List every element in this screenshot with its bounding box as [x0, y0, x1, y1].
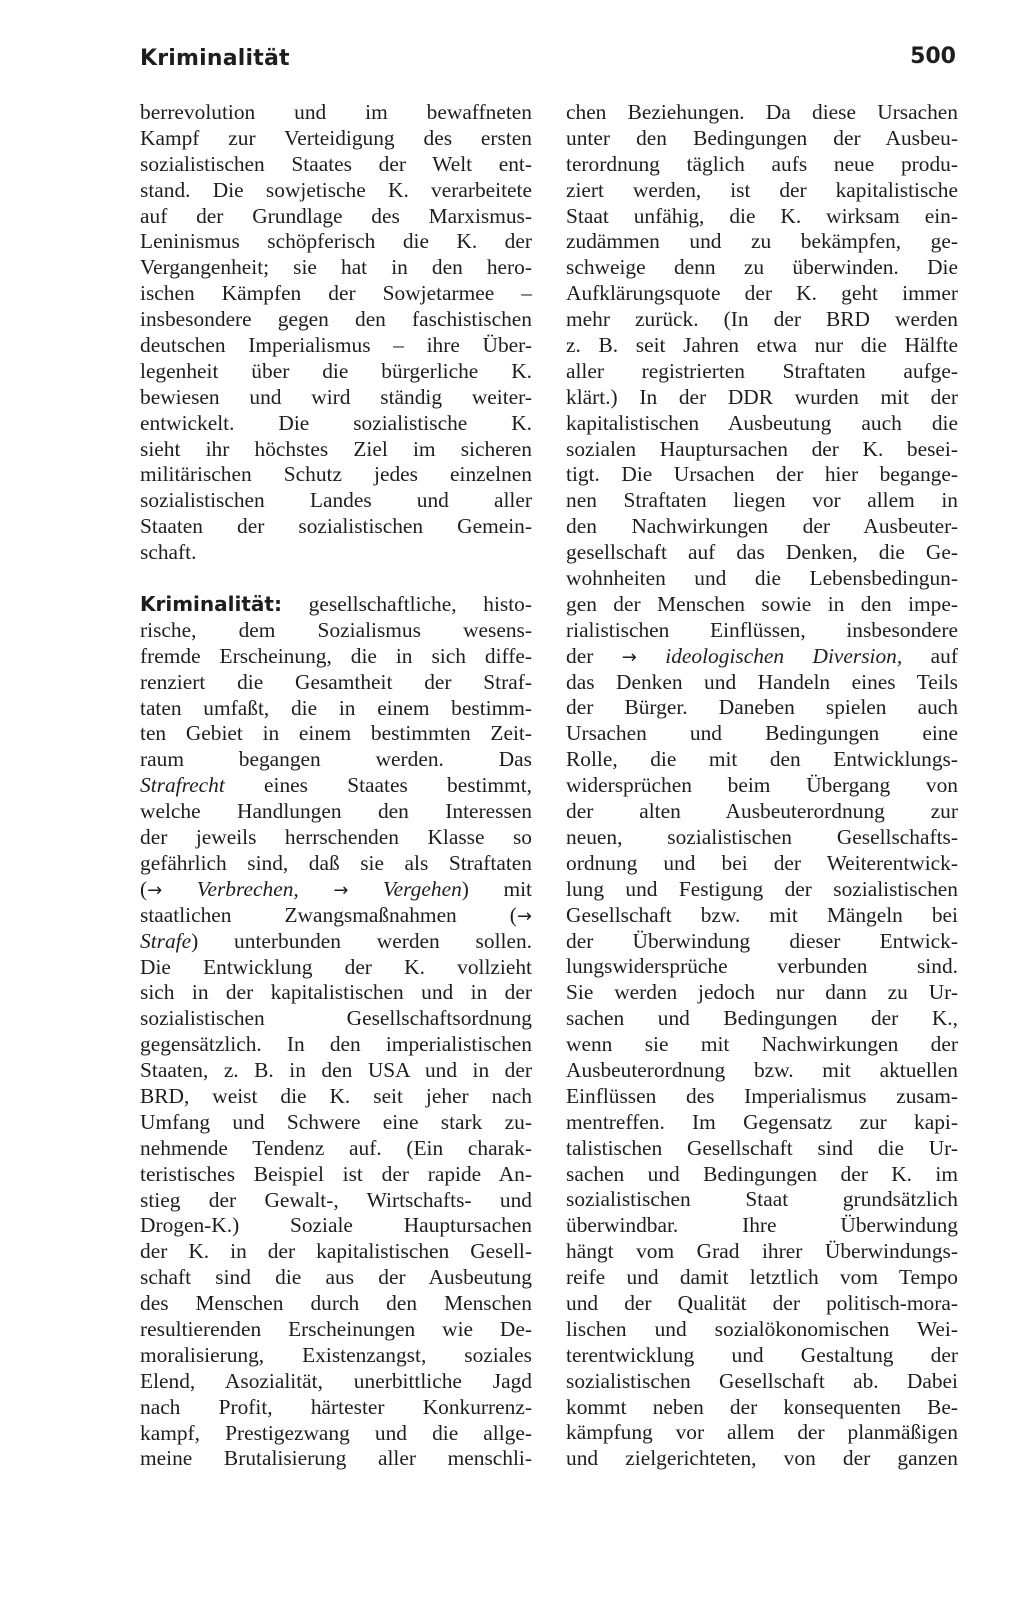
entry-first-line: Kriminalität: gesellschaftliche, histo- — [140, 592, 532, 617]
text-line: moralisierung, Existenzangst, soziales — [140, 1342, 532, 1367]
text-line: der Bürger. Daneben spielen auch — [566, 695, 958, 720]
text-line: Aufklärungsquote der K. geht immer — [566, 281, 958, 306]
running-head: Kriminalität — [140, 46, 290, 71]
cross-reference-verbrechen[interactable]: Verbrechen, — [196, 876, 299, 901]
text-line: Umfang und Schwere eine stark zu- — [140, 1109, 532, 1134]
text-line: mentreffen. Im Gegensatz zur kapi- — [566, 1109, 958, 1134]
text-line: welche Handlungen den Interessen — [140, 799, 532, 824]
text-line: sieht ihr höchstes Ziel im sicheren — [140, 436, 532, 461]
text-line: gen der Menschen sowie in den impe- — [566, 591, 958, 616]
text-line: lungswidersprüche verbunden sind. — [566, 954, 958, 979]
text-line: der jeweils herrschenden Klasse so — [140, 825, 532, 850]
text-line: auf der Grundlage des Marxismus- — [140, 203, 532, 228]
text-line: neuen, sozialistischen Gesellschafts- — [566, 824, 958, 849]
text-line: chen Beziehungen. Da diese Ursachen — [566, 100, 958, 124]
left-column — [140, 100, 532, 1472]
text-line: kampf, Prestigezwang und die allge- — [140, 1420, 532, 1445]
text-line: renziert die Gesamtheit der Straf- — [140, 669, 532, 694]
text-line: Ursachen und Bedingungen eine — [566, 721, 958, 746]
text-line: des Menschen durch den Menschen — [140, 1291, 532, 1316]
text-line: z. B. seit Jahren etwa nur die Hälfte — [566, 333, 958, 358]
text-line: schweige denn zu überwinden. Die — [566, 255, 958, 280]
text-line: überwindbar. Ihre Überwindung — [566, 1213, 958, 1238]
text-line: deutschen Imperialismus – ihre Über- — [140, 333, 532, 358]
text-line: Staaten, z. B. in den USA und in der — [140, 1058, 532, 1083]
text-line: Ausbeuterordnung bzw. mit aktuellen — [566, 1057, 958, 1082]
text-line: der Überwindung dieser Entwick- — [566, 928, 958, 953]
text-line: schaft. — [140, 540, 197, 565]
entry-headword: Kriminalität: — [140, 592, 282, 617]
text-line: ordnung und bei der Weiterentwick- — [566, 850, 958, 875]
text-line: insbesondere gegen den faschistischen — [140, 307, 532, 332]
text-line: sachen und Bedingungen der K. im — [566, 1161, 958, 1186]
paragraph-continuation — [566, 100, 958, 1472]
text-line: terordnung täglich aufs neue produ- — [566, 151, 958, 176]
text-line: der → ideologischen Diversion, auf — [566, 643, 958, 668]
paragraph-continuation — [140, 100, 532, 566]
text-line: tigt. Die Ursachen der hier begange- — [566, 462, 958, 487]
text-line: kämpfung vor allem der planmäßigen — [566, 1420, 958, 1445]
text-line: bewiesen und wird ständig weiter- — [140, 384, 532, 409]
text-line: fremde Erscheinung, die in sich diffe- — [140, 643, 532, 668]
text-line: wohnheiten und die Lebensbedingun- — [566, 566, 958, 591]
cross-reference-strafrecht[interactable]: Strafrecht — [140, 773, 225, 798]
text-line: Drogen-K.) Soziale Hauptursachen — [140, 1213, 532, 1238]
text-line: unter den Bedingungen der Ausbeu- — [566, 125, 958, 150]
text-line: teristisches Beispiel ist der rapide An- — [140, 1161, 532, 1186]
text-line: sozialen Hauptursachen der K. besei- — [566, 436, 958, 461]
text-line: meine Brutalisierung aller menschli- — [140, 1446, 532, 1471]
text-line: und zielgerichteten, von der ganzen — [566, 1446, 958, 1471]
text-line: der K. in der kapitalistischen Gesell- — [140, 1239, 532, 1264]
cross-reference-strafe[interactable]: Strafe — [140, 928, 192, 953]
text-line: sozialistischen Landes und aller — [140, 488, 532, 513]
text-line: nach Profit, härtester Konkurrenz- — [140, 1394, 532, 1419]
text-line: gesellschaft auf das Denken, die Ge- — [566, 540, 958, 565]
text-line: kapitalistischen Ausbeutung auch die — [566, 410, 958, 435]
right-column — [566, 100, 958, 1472]
text-line: Strafrecht eines Staates bestimmt, — [140, 773, 532, 798]
text-line: raum begangen werden. Das — [140, 747, 532, 772]
text-line: lung und Festigung der sozialistischen — [566, 876, 958, 901]
entry-kriminalitaet — [140, 592, 532, 1472]
text-line: berrevolution und im bewaffneten — [140, 100, 532, 124]
page-number: 500 — [910, 44, 956, 69]
text-line: talistischen Gesellschaft sind die Ur- — [566, 1135, 958, 1160]
text-line: Staaten der sozialistischen Gemein- — [140, 514, 532, 539]
text-line: Die Entwicklung der K. vollzieht — [140, 954, 532, 979]
text-line: lischen und sozialökonomischen Wei- — [566, 1316, 958, 1341]
cross-reference-ideologische-diversion[interactable]: ideologischen Diversion, — [665, 643, 903, 668]
text-line: rische, dem Sozialismus wesens- — [140, 617, 532, 642]
text-line: der alten Ausbeuterordnung zur — [566, 799, 958, 824]
text-line: gefährlich sind, daß sie als Straftaten — [140, 850, 532, 875]
text-line: Einflüssen des Imperialismus zusam- — [566, 1083, 958, 1108]
text-line: sich in der kapitalistischen und in der — [140, 980, 532, 1005]
text-line: den Nachwirkungen der Ausbeuter- — [566, 514, 958, 539]
text-line: hängt vom Grad ihrer Überwindungs- — [566, 1239, 958, 1264]
text-line: das Denken und Handeln eines Teils — [566, 669, 958, 694]
text-line: militärischen Schutz jedes einzelnen — [140, 462, 532, 487]
text-line: legenheit über die bürgerliche K. — [140, 358, 532, 383]
text-line: kommt neben der konsequenten Be- — [566, 1394, 958, 1419]
text-line: Vergangenheit; sie hat in den hero- — [140, 255, 532, 280]
text-line: BRD, weist die K. seit jeher nach — [140, 1083, 532, 1108]
text-line: Rolle, die mit den Entwicklungs- — [566, 747, 958, 772]
text-line: zudämmen und zu bekämpfen, ge- — [566, 229, 958, 254]
text-line: Staat unfähig, die K. wirksam ein- — [566, 203, 958, 228]
text-line: terentwicklung und Gestaltung der — [566, 1342, 958, 1367]
text-line: Elend, Asozialität, unerbittliche Jagd — [140, 1368, 532, 1393]
text-line: nehmende Tendenz auf. (Ein charak- — [140, 1135, 532, 1160]
text-line: sozialistischen Gesellschaftsordnung — [140, 1006, 532, 1031]
text-line: klärt.) In der DDR wurden mit der — [566, 384, 958, 409]
arrow-icon: → — [147, 879, 163, 901]
arrow-icon: → — [516, 905, 532, 927]
cross-reference-vergehen[interactable]: Vergehen — [382, 876, 462, 901]
text-line: ten Gebiet in einem bestimmten Zeit- — [140, 721, 532, 746]
text-line: Sie werden jedoch nur dann zu Ur- — [566, 980, 958, 1005]
text-line: sachen und Bedingungen der K., — [566, 1006, 958, 1031]
arrow-icon: → — [621, 646, 637, 668]
text-line: Kampf zur Verteidigung des ersten — [140, 125, 532, 150]
text-line: entwickelt. Die sozialistische K. — [140, 410, 532, 435]
text-line: ziert werden, ist der kapitalistische — [566, 177, 958, 202]
text-line: widersprüchen beim Übergang von — [566, 773, 958, 798]
text-line: stand. Die sowjetische K. verarbeitete — [140, 177, 532, 202]
text-line: mehr zurück. (In der BRD werden — [566, 307, 958, 332]
text-line: schaft sind die aus der Ausbeutung — [140, 1265, 532, 1290]
arrow-icon: → — [333, 879, 349, 901]
text-line: und der Qualität der politisch-mora- — [566, 1290, 958, 1315]
text-line: stieg der Gewalt-, Wirtschafts- und — [140, 1187, 532, 1212]
text-line: reife und damit letztlich vom Tempo — [566, 1265, 958, 1290]
text-line: resultierenden Erscheinungen wie De- — [140, 1316, 532, 1341]
text-line: wenn sie mit Nachwirkungen der — [566, 1032, 958, 1057]
text-line: Strafe) unterbunden werden sollen. — [140, 928, 532, 953]
text-line: ischen Kämpfen der Sowjetarmee – — [140, 281, 532, 306]
text-line: Gesellschaft bzw. mit Mängeln bei — [566, 902, 958, 927]
text-line: rialistischen Einflüssen, insbesondere — [566, 617, 958, 642]
text-line: sozialistischen Staat grundsätzlich — [566, 1187, 958, 1212]
text-line: sozialistischen Gesellschaft ab. Dabei — [566, 1368, 958, 1393]
text-line: Leninismus schöpferisch die K. der — [140, 229, 532, 254]
text-line: staatlichen Zwangsmaßnahmen (→ — [140, 902, 532, 927]
text-line: taten umfaßt, die in einem bestimm- — [140, 695, 532, 720]
text-line: (→ Verbrechen, → Vergehen) mit — [140, 876, 532, 901]
text-line: aller registrierten Straftaten aufge- — [566, 358, 958, 383]
text-line: sozialistischen Staates der Welt ent- — [140, 151, 532, 176]
text-line: gegensätzlich. In den imperialistischen — [140, 1032, 532, 1057]
text-line: nen Straftaten liegen vor allem in — [566, 488, 958, 513]
